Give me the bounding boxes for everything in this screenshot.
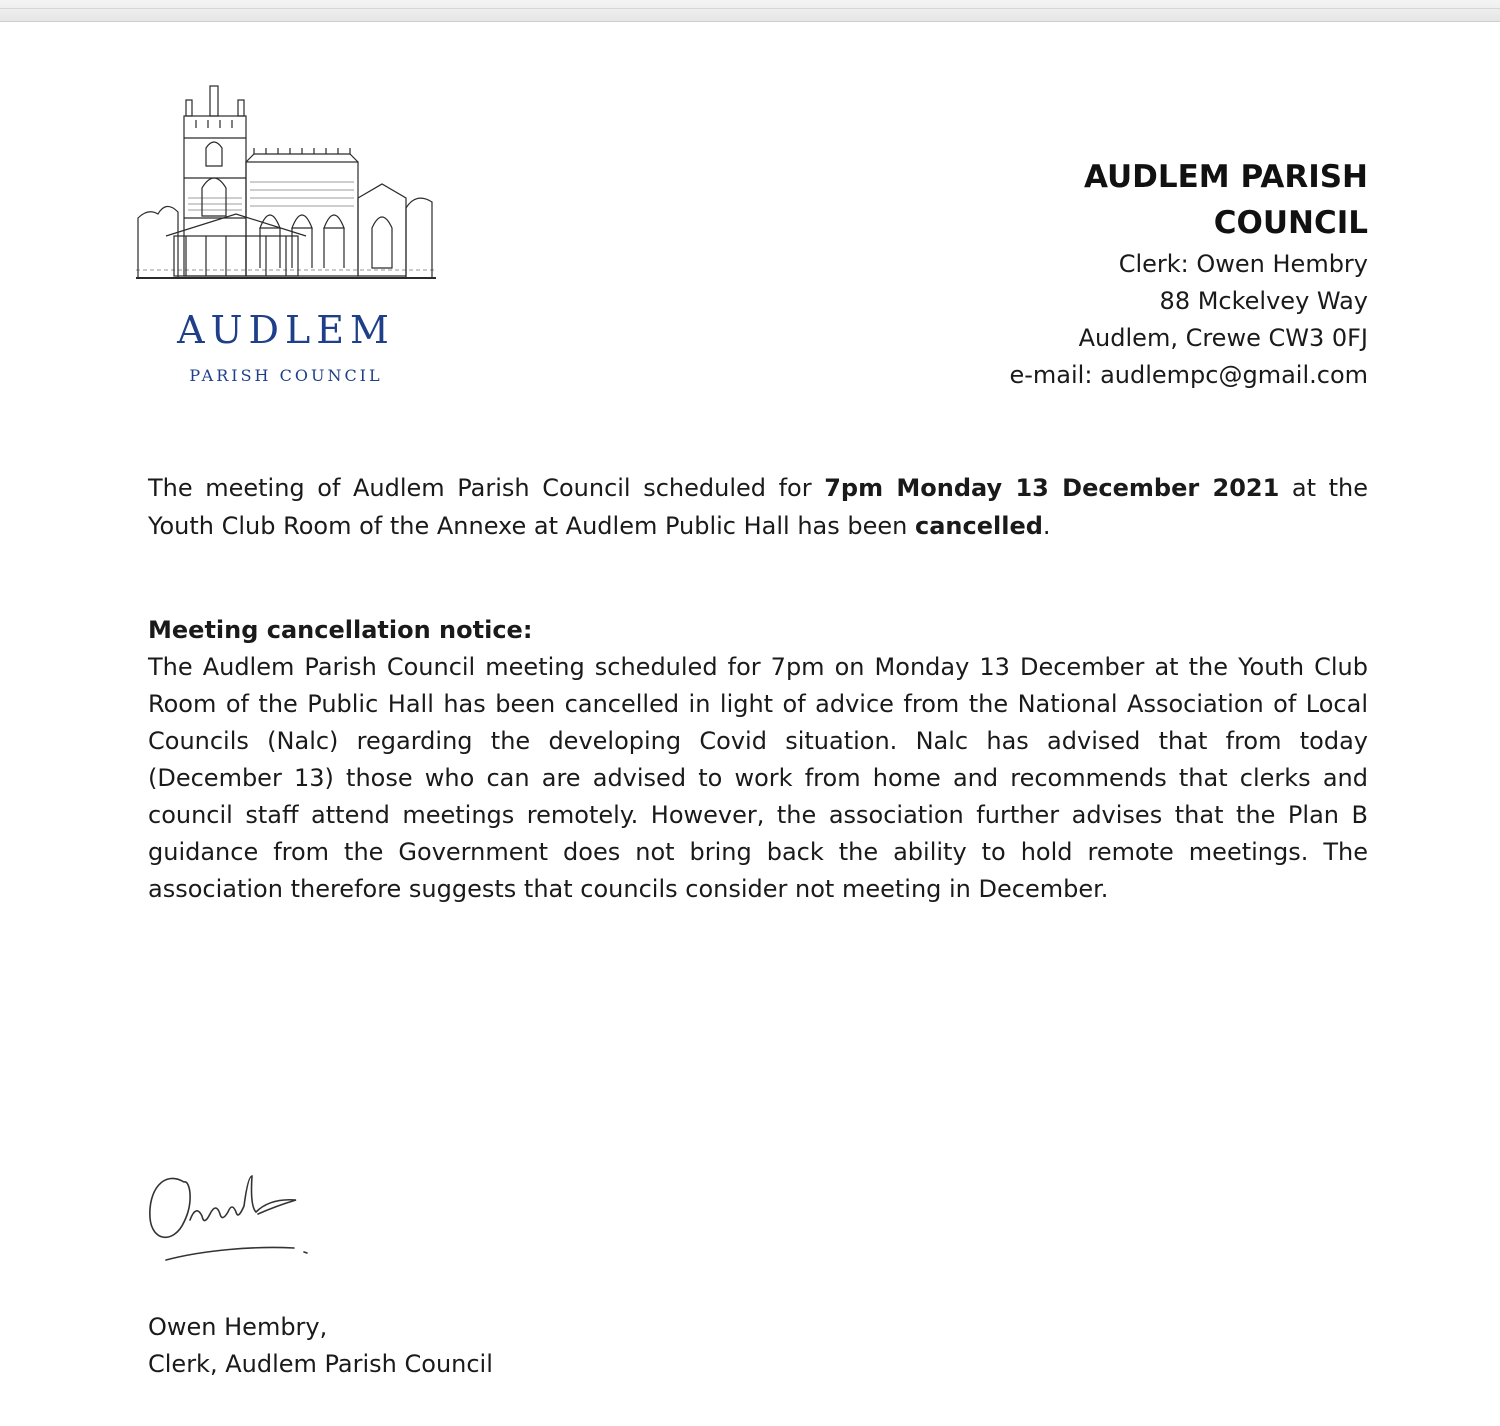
logo-wordmark: AUDLEM: [177, 308, 395, 352]
letterhead: [848, 154, 1368, 394]
lead-text-2: at the Youth Club Room of the Annexe at Audlem Public Hall has been: [148, 474, 1369, 540]
signatory-name: Owen Hembry,: [148, 1313, 328, 1341]
clerk-line: Clerk: Owen Hembry: [1118, 250, 1368, 278]
church-illustration: [136, 78, 436, 283]
lead-paragraph: [148, 469, 1368, 545]
lead-text-1: The meeting of Audlem Parish Council scheduled for: [148, 474, 825, 502]
address-line2: Audlem, Crewe CW3 0FJ: [1078, 324, 1368, 352]
signatory-role: Clerk, Audlem Parish Council: [148, 1350, 493, 1378]
address-line1: 88 Mckelvey Way: [1159, 287, 1368, 315]
handwritten-signature: [144, 1160, 344, 1270]
notice-body: The Audlem Parish Council meeting scheduled for 7pm on Monday 13 December at the Youth Club Room of the Public Hall has been cancelled in light of advice from the National Association of Local Councils (Nalc) regarding the developing Covid situation. Nalc has advised that from today (December 13) those who can are advised to work from home and recommends that clerks and council staff attend meetings remotely. However, the association further advises that the Plan B guidance from the Government does not bring back the ability to hold remote meetings. The association therefore suggests that councils consider not meeting in December.: [148, 653, 1368, 903]
email-line: e-mail: audlempc@gmail.com: [1009, 361, 1368, 389]
logo-subtitle: PARISH COUNCIL: [189, 366, 383, 385]
meeting-status: cancelled: [915, 512, 1043, 540]
council-logo: [136, 78, 436, 388]
notice-title: Meeting cancellation notice:: [148, 616, 533, 644]
org-name-line1: AUDLEM PARISH: [1083, 159, 1368, 195]
meeting-datetime: 7pm Monday 13 December 2021: [824, 474, 1280, 502]
sign-off: [148, 1309, 493, 1383]
viewer-top-bar: [0, 0, 1500, 22]
lead-text-3: .: [1042, 512, 1051, 540]
org-name-line2: COUNCIL: [1213, 205, 1368, 241]
